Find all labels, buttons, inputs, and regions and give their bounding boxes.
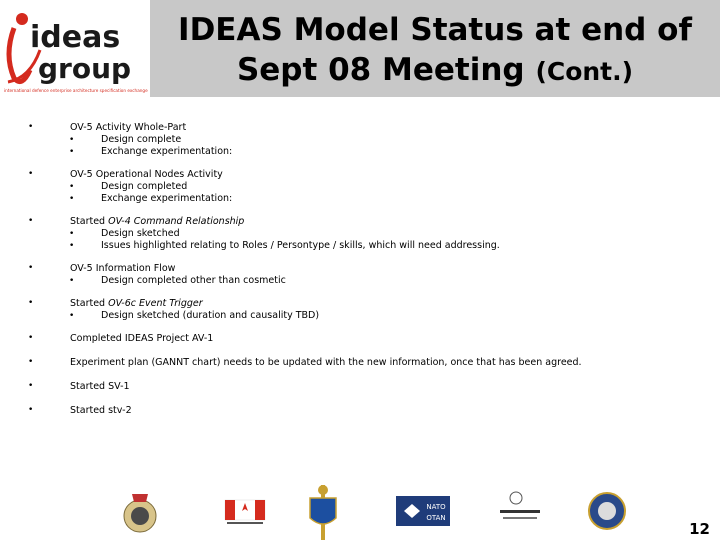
sub-item: • Design sketched (duration and causality TBD): [69, 310, 320, 321]
header: [0, 0, 720, 97]
page-number: 12: [689, 520, 710, 538]
nato-label: NATO: [426, 503, 446, 511]
sub-item: • Exchange experimentation:: [69, 193, 233, 204]
list-item: [28, 405, 708, 417]
australia-defence-crest-icon: [500, 492, 540, 519]
bullet-icon: •: [28, 381, 34, 391]
canada-flag-icon: [225, 500, 265, 524]
list-item: [28, 298, 708, 322]
item-text: Started SV-1: [70, 381, 130, 392]
item-text: Completed IDEAS Project AV-1: [70, 333, 214, 344]
item-text: Started OV-4 Command Relationship: [70, 216, 245, 227]
sub-item: • Exchange experimentation:: [69, 146, 233, 157]
partner-logos: [0, 480, 720, 540]
list-item: [28, 122, 708, 158]
bullet-icon: •: [69, 147, 75, 157]
bullet-icon: •: [28, 357, 34, 367]
list-item: [28, 357, 708, 369]
bullet-icon: •: [69, 276, 75, 286]
nato-logo: [396, 496, 450, 526]
bullet-icon: •: [69, 135, 75, 145]
logo-group: group: [38, 52, 132, 85]
item-text: Started OV-6c Event Trigger: [70, 298, 203, 309]
sub-item: • Design complete: [69, 134, 182, 145]
bullet-icon: •: [28, 405, 34, 415]
page-title: [150, 10, 720, 92]
bullet-icon: •: [28, 122, 34, 132]
sub-item: • Design completed other than cosmetic: [69, 275, 286, 286]
ideas-group-logo: [0, 0, 150, 97]
logo-ideas: ideas: [30, 20, 121, 55]
item-text: Started stv-2: [70, 405, 132, 416]
item-text: OV-5 Information Flow: [70, 263, 176, 274]
us-dod-seal-icon: [589, 493, 625, 529]
logo-tagline: international defence enterprise architecture specification exchange: [4, 88, 148, 93]
list-item: [28, 381, 708, 393]
bullet-icon: •: [28, 298, 34, 308]
list-item: [28, 333, 708, 345]
bullet-icon: •: [28, 333, 34, 343]
sub-item: • Design completed: [69, 181, 188, 192]
bullet-icon: •: [28, 169, 34, 179]
title-line1: IDEAS Model Status at end of: [178, 12, 692, 48]
bullet-icon: •: [69, 229, 75, 239]
otan-label: OTAN: [426, 514, 446, 522]
title-sept: Sept 08 Meeting: [236, 52, 525, 88]
item-text: OV-5 Operational Nodes Activity: [70, 169, 223, 180]
uk-mod-crest-icon: [124, 494, 156, 532]
sub-item: • Issues highlighted relating to Roles / Persontype / skills, which will need addressing.: [69, 240, 500, 251]
item-text: OV-5 Activity Whole-Part: [70, 122, 187, 133]
item-text: Experiment plan (GANNT chart) needs to be updated with the new information, once that has been agreed.: [70, 357, 582, 368]
bullet-icon: •: [69, 241, 75, 251]
list-item: [28, 263, 708, 287]
title-line2: [150, 50, 720, 92]
sweden-crest-icon: [310, 485, 336, 540]
bullet-icon: •: [28, 216, 34, 226]
list-item: [28, 169, 708, 205]
bullet-icon: •: [69, 194, 75, 204]
bullet-icon: •: [69, 182, 75, 192]
bullet-icon: •: [69, 311, 75, 321]
list-item: [28, 216, 708, 252]
bullet-list: [28, 122, 708, 417]
bullet-icon: •: [28, 263, 34, 273]
sub-item: • Design sketched: [69, 228, 180, 239]
title-cont: (Cont.): [535, 57, 634, 86]
